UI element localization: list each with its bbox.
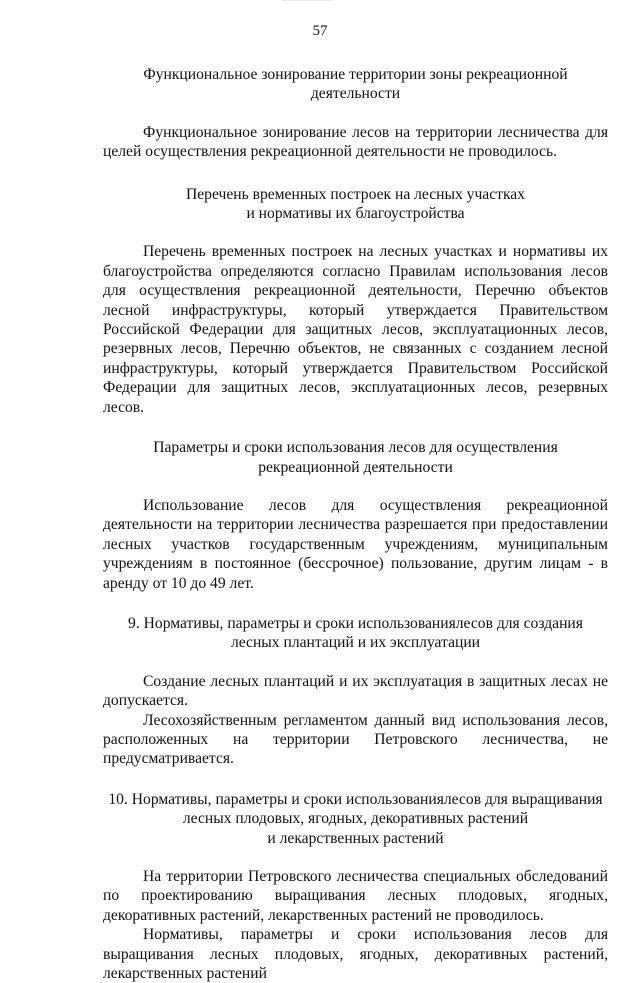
scan-edge-mark <box>282 0 332 7</box>
paragraph: Лесохозяйственным регламентом данный вид использования лесов, расположенных на территории Петровского лесничества, не предусматривается. <box>103 711 608 768</box>
section-heading-plant-cultivation <box>103 790 608 848</box>
document-body <box>103 65 608 983</box>
paragraph: На территории Петровского лесничества специальных обследований по проектированию выращивания лесных плодовых, ягодных, декоративных растений, лекарственных растений не проводилось. <box>103 868 608 924</box>
heading-line: 9. Нормативы, параметры и сроки использованиялесов для создания <box>128 614 583 632</box>
heading-line: лесных плодовых, ягодных, декоративных растений <box>182 810 529 828</box>
heading-line: и нормативы их благоустройства <box>246 205 465 223</box>
paragraph: Перечень временных построек на лесных участках и нормативы их благоустройства определяются согласно Правилам использования лесов для осуществления рекреационной деятельности, Перечню объектов лесной инфраструктуры, который утверждается Правительством Российской Федерации для защитных лесов, эксплуатационных лесов, резервных лесов, Перечню объектов, не связанных с созданием лесной инфраструктуры, который утверждается Правительством Российской Федерации для защитных лесов, эксплуатационных лесов, резервных лесов. <box>103 243 608 416</box>
section-heading-forest-plantations <box>103 614 608 653</box>
paragraph: Нормативы, параметры и сроки использования лесов для выращивания лесных плодовых, ягодных, декоративных растений, лекарственных растений <box>103 926 608 983</box>
section-heading-recreation-parameters <box>103 438 608 477</box>
paragraph: Использование лесов для осуществления рекреационной деятельности на территории лесничества разрешается при предоставлении лесных участков государственным учреждениям, муниципальным учреждениям в постоянное (бессрочное) пользование, другим лицам - в аренду от 10 до 49 лет. <box>103 496 608 592</box>
heading-line: Параметры и сроки использования лесов для осуществления <box>153 439 558 457</box>
heading-line: и лекарственных растений <box>267 829 444 847</box>
section-heading-temporary-buildings <box>103 185 608 224</box>
heading-line: лесных плантаций и их эксплуатации <box>230 634 481 652</box>
paragraph: Создание лесных плантаций и их эксплуатация в защитных лесах не допускается. <box>103 672 608 710</box>
paragraph: Функциональное зонирование лесов на территории лесничества для целей осуществления рекреационной деятельности не проводилось. <box>103 123 608 161</box>
page-number: 57 <box>312 23 328 39</box>
heading-line: Функциональное зонирование территории зоны рекреационной <box>143 66 568 83</box>
heading-line: деятельности <box>310 85 401 103</box>
heading-line: 10. Нормативы, параметры и сроки использованиялесов для выращивания <box>108 790 603 808</box>
heading-line: Перечень временных построек на лесных участках <box>185 185 526 203</box>
heading-line: рекреационной деятельности <box>258 458 453 476</box>
section-heading-recreation-zoning <box>103 65 608 104</box>
